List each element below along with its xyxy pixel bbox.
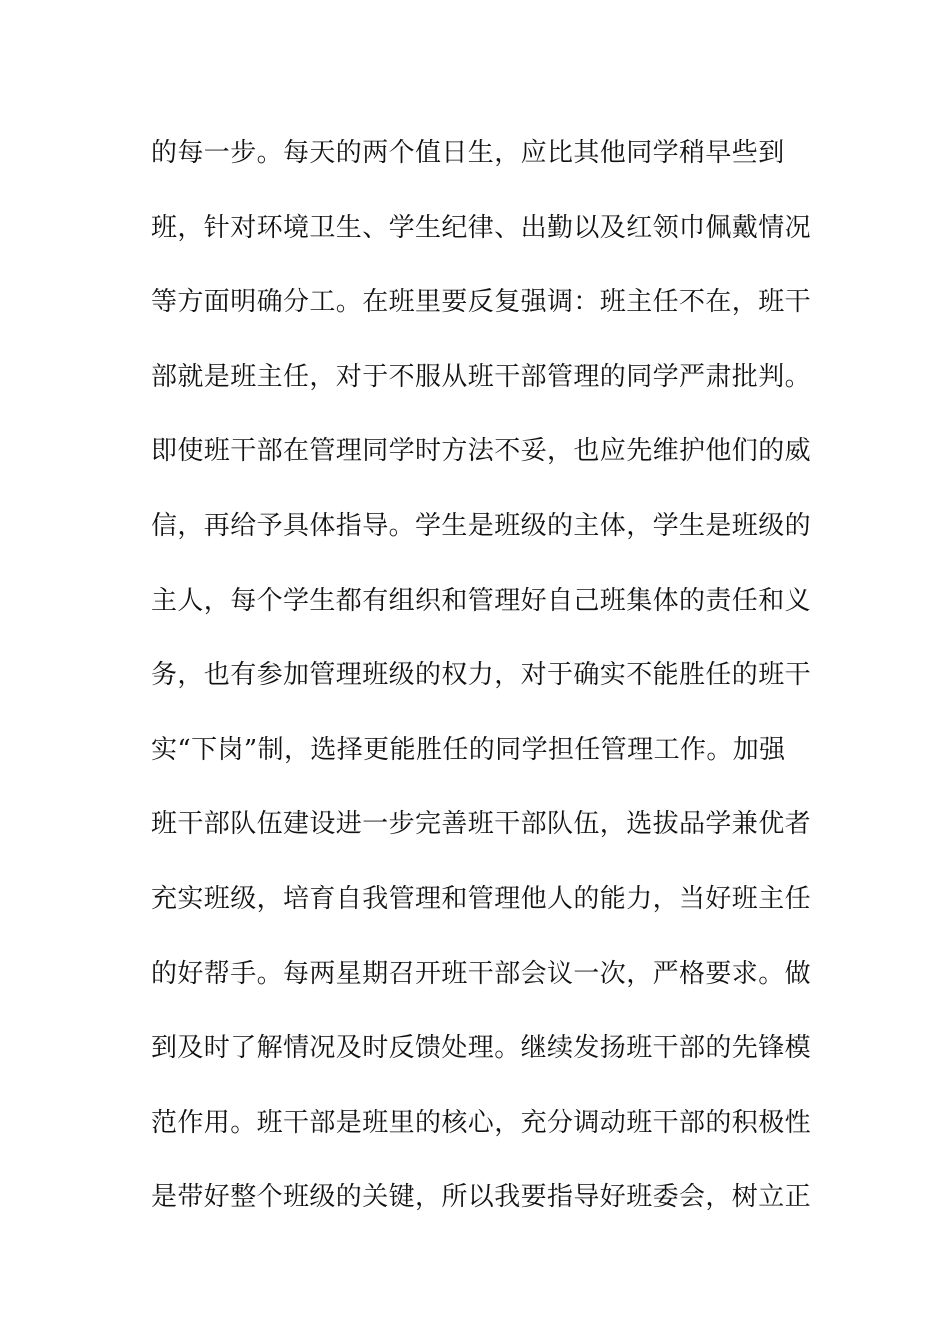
text-line: 充实班级，培育自我管理和管理他人的能力，当好班主任: [151, 883, 812, 914]
text-line: 即使班干部在管理同学时方法不妥，也应先维护他们的威: [151, 436, 812, 467]
text-line: 的每一步。每天的两个值日生，应比其他同学稍早些到: [151, 138, 785, 168]
text-line: 务，也有参加管理班级的权力，对于确实不能胜任的班干: [151, 660, 812, 691]
text-line: 等方面明确分工。在班里要反复强调：班主任不在，班干: [151, 287, 812, 318]
text-line: 信，再给予具体指导。学生是班级的主体，学生是班级的: [151, 510, 812, 541]
text-line: 是带好整个班级的关键，所以我要指导好班委会，树立正: [151, 1182, 812, 1213]
text-line: 部就是班主任，对于不服从班干部管理的同学严肃批判。: [151, 361, 812, 392]
text-line: 班干部队伍建设进一步完善班干部队伍，选拔品学兼优者: [151, 809, 812, 840]
body-text: [151, 129, 811, 1248]
text-line: 到及时了解情况及时反馈处理。继续发扬班干部的先锋模: [151, 1033, 812, 1064]
text-line: 范作用。班干部是班里的核心，充分调动班干部的积极性: [151, 1107, 812, 1138]
text-line: 实“下岗”制，选择更能胜任的同学担任管理工作。加强: [151, 734, 786, 765]
text-line: 的好帮手。每两星期召开班干部会议一次，严格要求。做: [151, 958, 812, 989]
text-line: 主人，每个学生都有组织和管理好自己班集体的责任和义: [151, 585, 812, 616]
text-line: 班，针对环境卫生、学生纪律、出勤以及红领巾佩戴情况: [151, 212, 812, 243]
